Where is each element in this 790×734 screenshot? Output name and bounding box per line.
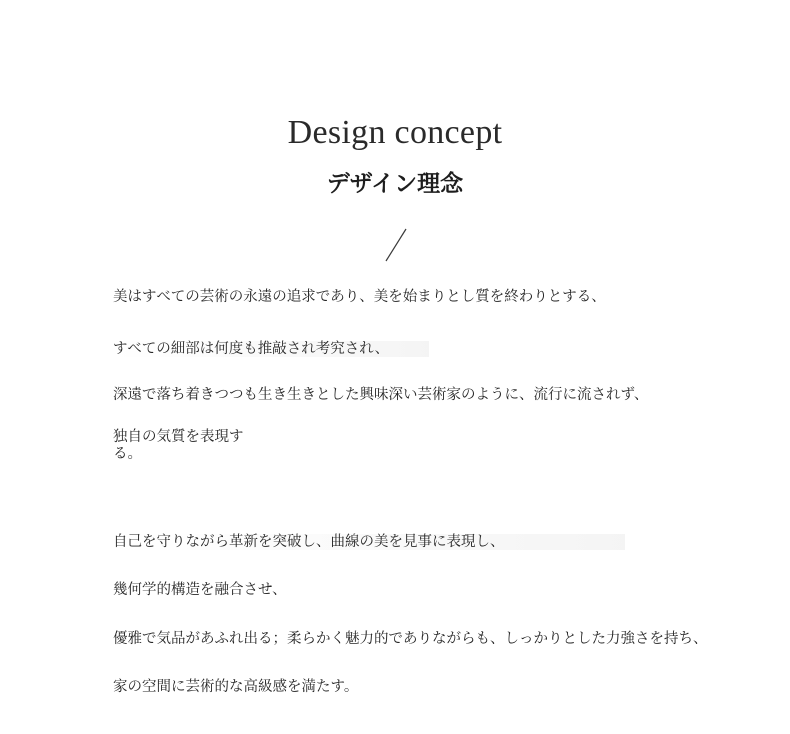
concept-paragraph (113, 341, 429, 358)
concept-paragraph: 独自の気質を表現する。 (113, 429, 244, 462)
concept-paragraph: 美はすべての芸術の永遠の追求であり、美を始まりとし質を終わりとする、 (113, 289, 606, 305)
page-title-english: Design concept (287, 114, 503, 151)
concept-paragraph: 深遠で落ち着きつつも生き生きとした興味深い芸術家のように、流行に流されず、 (113, 387, 649, 403)
concept-paragraph: 幾何学的構造を融合させ、 (113, 582, 287, 598)
concept-paragraph (113, 534, 625, 551)
page-title-japanese: デザイン理念 (326, 171, 464, 197)
slash-divider-icon (384, 228, 408, 262)
concept-paragraph: 家の空間に芸術的な高級感を満たす。 (113, 679, 359, 695)
concept-paragraph: 優雅で気品があふれ出る；柔らかく魅力的でありながらも、しっかりとした力強さを持ち、 (113, 631, 708, 647)
concept-paragraph-text: すべての細部は何度も推敲され考究され、 (113, 341, 429, 357)
concept-paragraph-text: 自己を守りながら革新を突破し、曲線の美を見事に表現し、 (113, 534, 625, 550)
